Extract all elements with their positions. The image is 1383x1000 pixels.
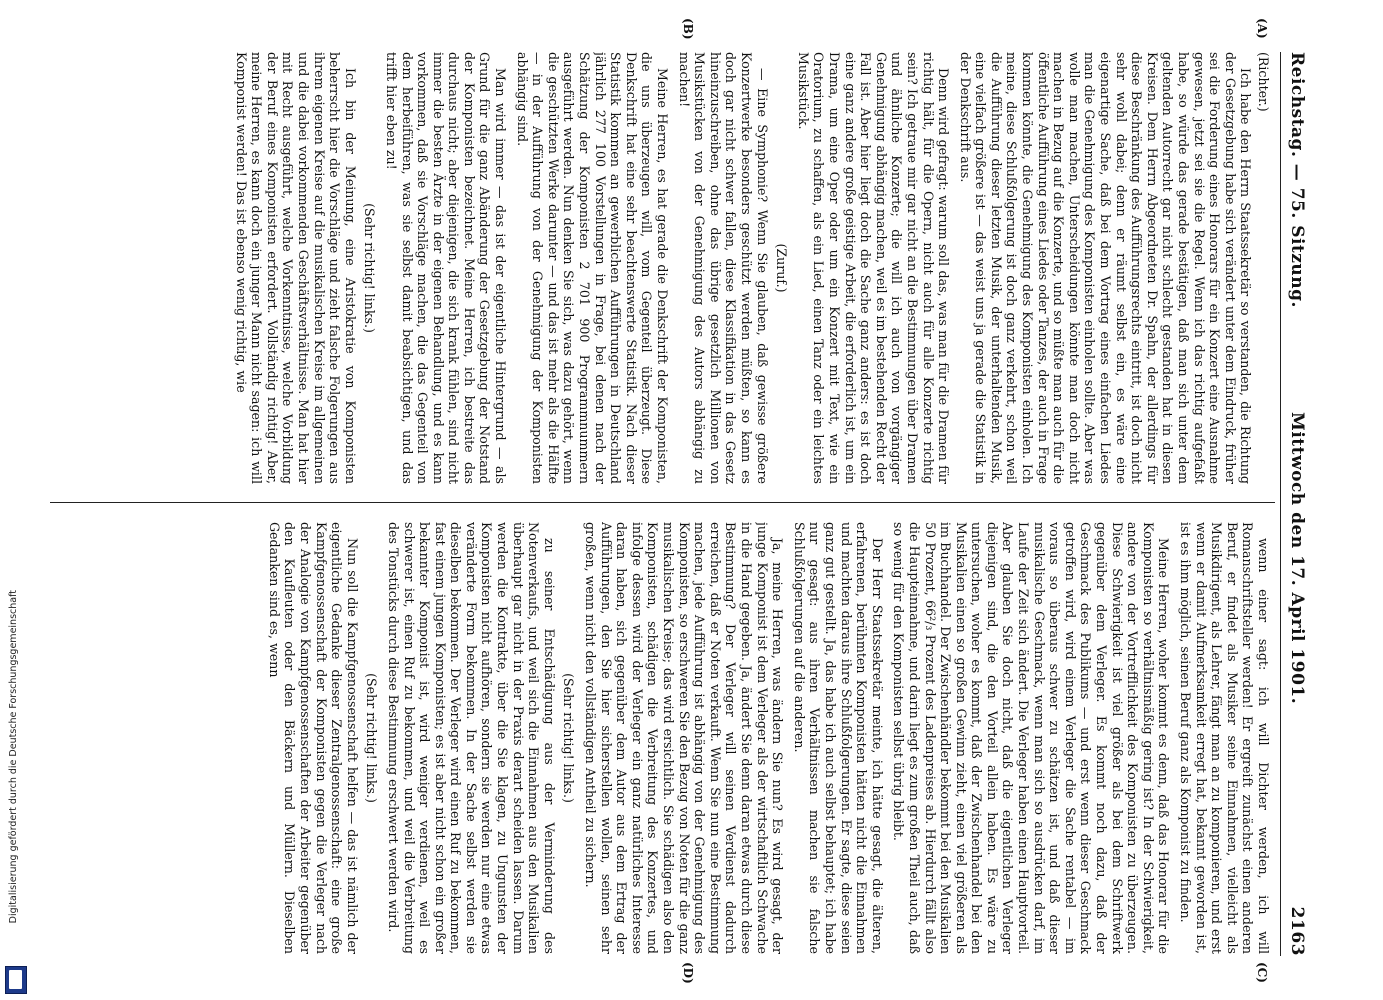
digitization-credit-text: Digitalisierung gefördert durch die Deutsche Forschungsgemeinschaft [8, 590, 19, 924]
paragraph: zu seiner Entschädigung aus der Verminderung des Notenverkaufs, und weil sich die Einnahmen aus den Musikalien überhaupt gar nicht in der Praxis derart scheiden lassen. Darum werden die Kontrakte, über die Sie klagen, zu Ungunsten der Komponisten nicht aufhören, sondern sie werden nur eine etwas veränderte Form bekommen. In der Sache selbst werden sie dieselben bekommen. Der Verleger wird einen Ruf zu bekommen, fast einem jungen Komponisten; es ist aber nicht schon ein großer bekannter Komponist ist, wird weniger verdienen, weil es schwerer ist, einen Ruf zu bekommen, und weil die Verbreitung des Tonstücks durch diese Bestimmung erschwert werden wird. [385, 522, 557, 954]
margin-mark-c: (C) [1255, 962, 1269, 983]
margin-mark-a: (A) [1255, 18, 1269, 39]
paragraph: Der Herr Staatssekretär meinte, ich hätte gesagt, die älteren, erfahrenen, berühmten Komponisten hätten nicht die Einnahmen und machten daraus ihre Schlußfolgerungen. Er sagte, diese seien ganz gut gestellt. Ja, das habe ich auch selbst behauptet; ich habe nur gesagt: aus ihren Verhältnissen machen sie falsche Schlußfolgerungen auf die anderen. [791, 522, 885, 954]
header-date: Mittwoch den 17. April 1901. [1287, 412, 1307, 705]
margin-mark-b: (B) [681, 18, 695, 40]
paragraph: Ich bin der Meinung, eine Aristokratie von Komponisten beherrscht hier die Vorschläge und zieht falsche Folgerungen aus ihrem eigenen Kreise auf die musikalischen Kreise im allgemeinen und die dabei vorkommenden Geschäftsverhältnisse. Man hat hier mit Recht ausgeführt, welche Vorkenntnisse, welche Vorbildung der Beruf eines Komponisten erfordert. Vollständig richtig! Aber, meine Herren, es kann doch ein junger Mann nicht sagen: ich will Komponist werden! Das ist ebenso wenig richtig, wie [233, 52, 358, 484]
paragraph: Denn wird gefragt: warum soll das, was man für die Dramen für richtig hält, für die Opern, nicht auch für alle Konzerte richtig sein? Ich getraue mir gar nicht an die Bestimmungen über Dramen und ähnliche Konzerte; die will ich auch von vorgängiger Genehmigung abhängig machen, weil es im bestehenden Recht der Fall ist. Aber hier liegt doch die Sache ganz anders: es ist doch eine ganz andere große geistige Arbeit, die erforderlich ist, um ein Drama, um eine Oper oder um ein Konzert mit Text, wie ein Oratorium, zu schaffen, als ein Lied, einen Tanz oder ein leichtes Musikstück. [795, 52, 952, 484]
paragraph: wenn einer sagt: ich will Dichter werden, ich will Romanschriftsteller werden! Er ergreift zunächst einen anderen Beruf, er findet als Musiker seine Einnahmen, vielleicht als Musikdirigent, als Lehrer, fängt man an zu komponieren, und erst wenn er damit Aufmerksamkeit erregt hat, bekannt geworden ist, ist es ihm möglich, seinen Beruf ganz als Komponist zu finden. [1178, 522, 1271, 954]
digitization-credit [8, 590, 22, 990]
header-page-number: 2163 [1287, 906, 1307, 956]
column-right [56, 522, 1271, 954]
margin-mark-d: (D) [681, 962, 695, 984]
paragraph: — Eine Symphonie? Wenn Sie glauben, daß gewisse größere Konzertwerke besonders geschützt werden müßten, so kann es doch gar nicht schwer fallen, diese Klassifikation in das Gesetz hineinzuschreiben, ohne das übrige gesetzlich Millionen von Musikstücken von der Genehmigung des Autors abhängig zu machen! [676, 52, 770, 484]
column-left [56, 52, 1271, 484]
interjection: (Sehr richtig! links.) [561, 673, 577, 803]
dfg-logo-mark [9, 970, 22, 989]
paragraph: Ja, meine Herren, was ändern Sie nun? Es wird gesagt, der junge Komponist ist dem Verleger als der wirtschaftlich Schwache in die Hand gegeben. Ja, ändert Sie denn daran etwas durch diese Bestimmung? Der Verleger will seinen Verdienst dadurch erreichen, daß er Noten verkauft. Wenn Sie nun eine Bestimmung machen, jede Aufführung ist abhängig von der Genehmigung des Komponisten, so erschweren Sie den Bezug von Noten für die ganz musikalischen Kreise; das wird ersichtlich. Sie schädigen also den Komponisten, schädigen die Verbreitung des Konzertes, und infolge dessen wird der Verleger ein ganz natürliches Interesse daran haben, sich gegenüber dem Autor aus dem Ertrag der Aufführungen, den Sie hier sicherstellen wollen, seinen sehr großen, wenn nicht den vollständigen Antheil zu sichern. [583, 522, 786, 954]
dfg-logo-icon [5, 966, 27, 994]
column-divider [50, 502, 1275, 503]
paragraph: Nun soll die Kampfgenossenschaft helfen — das ist nämlich der eigentliche Gedanke dieser Zentralgenossenschaft: eine große Kampfgenossenschaft der Komponisten gegen die Verleger nach der Analogie von Kampfgenossenschaften der Arbeiter gegenüber den Kaufleuten oder den Bäckern und Müllern. Dieselben Gedanken sind es, wenn [266, 522, 360, 954]
page-header [1280, 52, 1315, 956]
interjection: (Zuruf.) [774, 243, 790, 293]
interjection: (Sehr richtig! links.) [364, 673, 380, 803]
paragraph: Ich habe den Herrn Staatssekretär so verstanden, die Richtung der Gesetzgebung habe sich verändert unter dem Eindruck, früher sei die Forderung eines Honorars für ein Konzert eine Ausnahme gewesen, jetzt sei sie die Regel. Wenn ich das richtig aufgefaßt habe, so würde das gerade bestätigen, daß man sich unter dem geltenden Autorrecht gar nicht schlecht gestanden hat in diesen Kreisen. Dem Herrn Abgeordneten Dr. Spahn, der allerdings für diese Beschränkung des Aufführungsrechts eintritt, ist doch nicht sehr wohl dabei; denn er räumt selbst ein, es wäre eine eigenartige Sache, daß bei dem Vortrag eines einfachen Liedes man die Genehmigung des Komponisten einholen sollte. Aber was wolle man machen, Unterscheidungen könnte man doch nicht machen in Bezug auf die Konzerte, und so müßte man auch für die öffentliche Aufführung eines Liedes oder Tanzes, der auch in Frage kommen könnte, die Genehmigung des Komponisten einholen. Ich meine, diese Schlußfolgerung ist doch ganz verkehrt, schon weil die Aufführung dieser letzten Musik, der unterhaltenden Musik, eine vielfach größere ist — das weist uns ja gerade die Statistik in der Denkschrift aus. [957, 52, 1254, 484]
paragraph: Man wird immer — das ist der eigentliche Hintergrund — als Grund für die ganz Abänderung der Gesetzgebung der Notstand der Komponisten bezeichnet. Meine Herren, ich bestreite das durchaus nicht; aber diejenigen, die sich krank fühlen, sind nicht immer die besten Ärzte in der eigenen Behandlung, und es kann vorkommen, daß sie Vorschläge machen, die das Gegenteil von dem herbeiführen, was sie selbst damit beabsichtigen, und das trifft hier eben zu! [383, 52, 509, 484]
rotated-newspaper-page [50, 18, 1315, 984]
header-session: Reichstag. — 75. Sitzung. [1287, 52, 1307, 308]
interjection: (Sehr richtig! links.) [362, 203, 378, 333]
paragraph: Meine Herren, es hat gerade die Denkschrift der Komponisten, die uns überzeugen will, vom Gegenteil überzeugt. Diese Denkschrift hat eine sehr beachtenswerte Statistik. Nach dieser Statistik kommen an gewerblichen Aufführungen in Deutschland jährlich 277 100 Vorstellungen in Frage, bei denen nach der Schätzung der Komponisten 2 701 900 Programmnummern ausgeführt werden. Nun denken Sie sich, was dazu gehört, wenn die geschützten Werke darunter — und das ist mehr als die Hälfte — in der Aufführung von der Genehmigung der Komponisten abhängig sind. [514, 52, 671, 484]
paragraph: Meine Herren, woher kommt es denn, daß das Honorar für die Komponisten so verhältnismäßig gering ist? In der Schwierigkeit, andere von der Vortrefflichkeit des Komponisten zu überzeugen. Diese Schwierigkeit ist viel größer als bei dem Schriftwerk gegenüber dem Verleger. Es kommt noch dazu, daß der Geschmack des Publikums — und erst wenn dieser Geschmack getroffen wird, wird einem Verleger die Sache rentabel — im voraus so überaus schwer zu schätzen ist, und daß dieser musikalische Geschmack, wenn man sich so ausdrücken darf, im Laufe der Zeit sich ändert. Die Verleger haben einen Hauptvorteil. Aber glauben Sie doch nicht, daß die eigentlichen Verleger diejenigen sind, die den Vorteil allein haben. Es wäre zu untersuchen, woher es kommt, daß der Zwischenhandel bei den Musikalien einen so großen Gewinn zieht, einen viel größeren als im Buchhandel. Der Zwischenhändler bekommt bei den Musikalien 50 Prozent, 66²/₃ Prozent des Ladenpreises ab. Hierdurch fällt also die Haupteinnahme, und darin liegt es zum großen Theil auch, daß so wenig für den Komponisten selbst übrig bleibt. [891, 522, 1172, 954]
speaker-name: (Richter.) [1256, 52, 1271, 112]
